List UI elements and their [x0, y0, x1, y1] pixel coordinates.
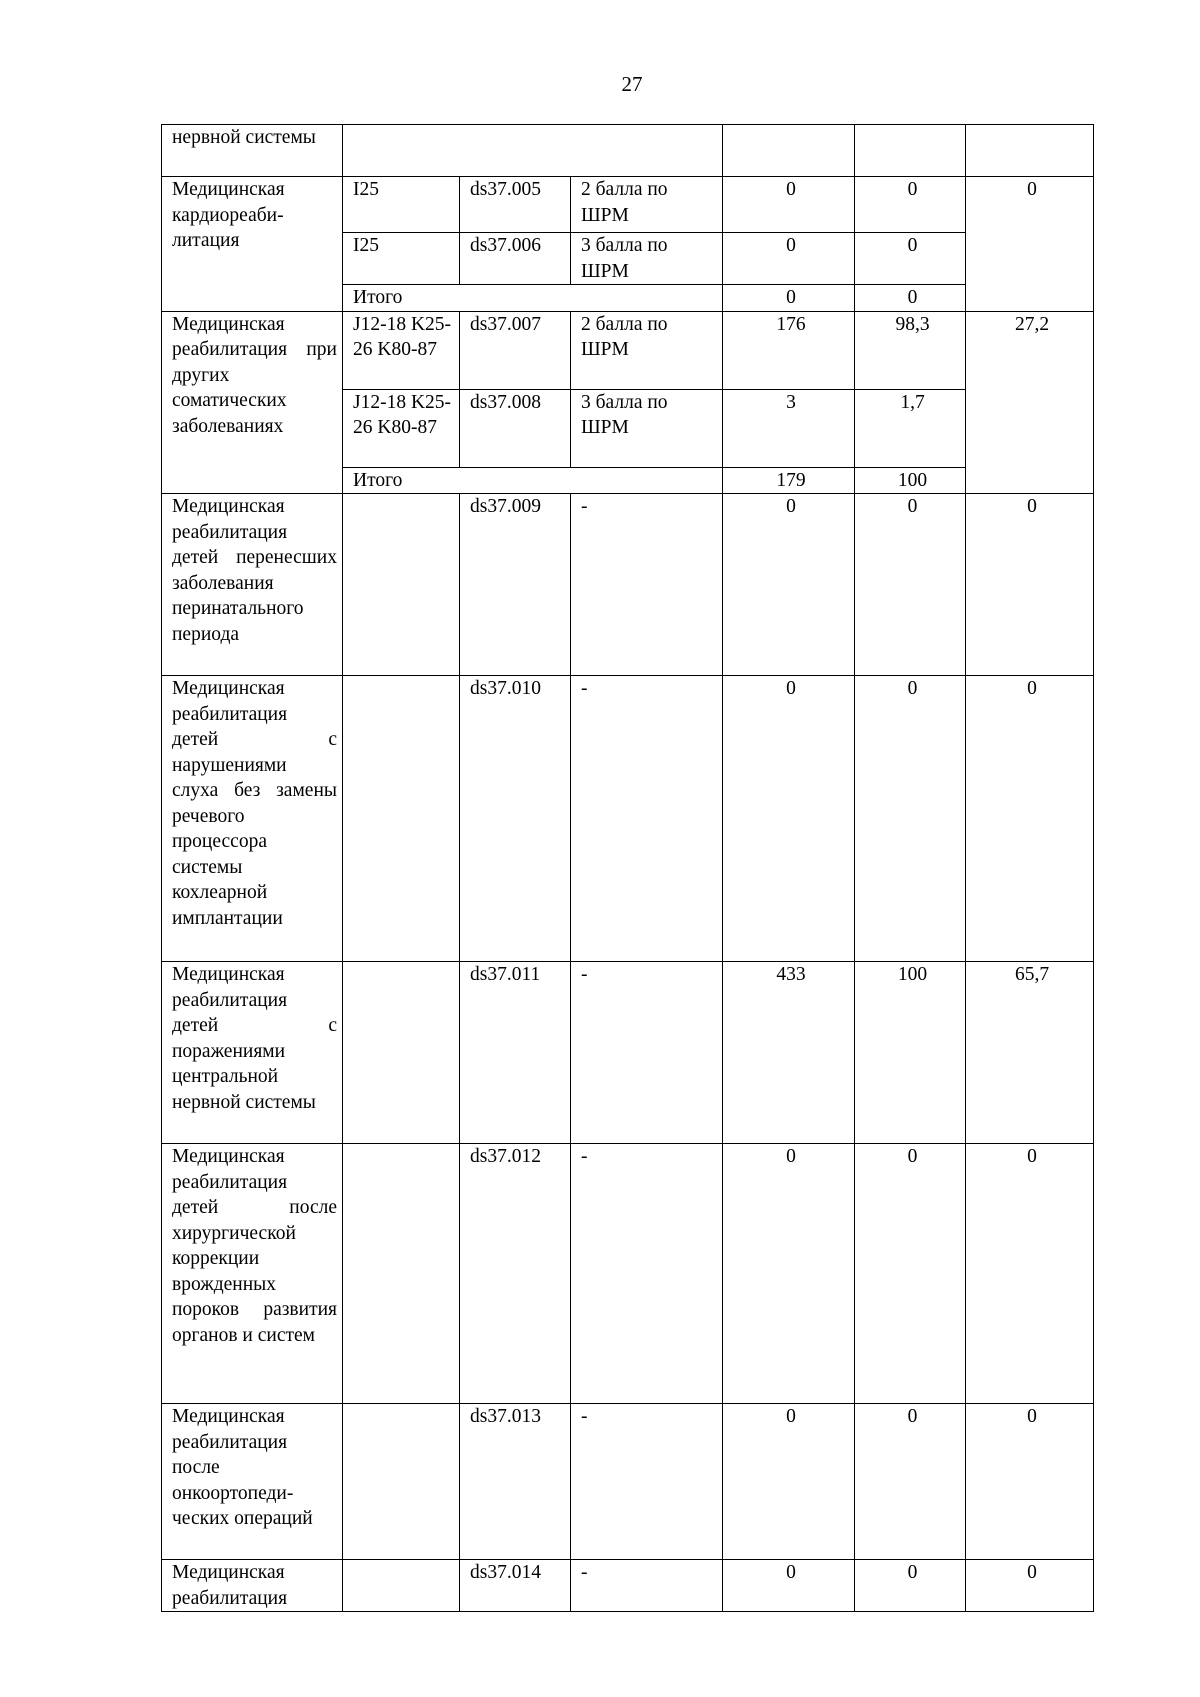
table-row: [162, 494, 1094, 676]
total-label: Итого: [343, 467, 723, 494]
mkb-code: J12-18 K25-26 K80-87: [343, 311, 460, 389]
value-share: 0: [966, 1404, 1094, 1560]
mkb-code: [343, 1144, 460, 1404]
mkb-code: J12-18 K25-26 K80-87: [343, 389, 460, 467]
value-percent: 0: [855, 1404, 966, 1560]
ksg-code: ds37.009: [460, 494, 571, 676]
profile-name: Медицинская реабилитация детей с поражениями центральной нервной системы: [162, 962, 343, 1144]
criterion: 2 балла по ШРМ: [571, 177, 723, 233]
criterion: -: [571, 676, 723, 962]
mkb-code: [343, 676, 460, 962]
criterion: -: [571, 962, 723, 1144]
value-share: 65,7: [966, 962, 1094, 1144]
value-percent: 0: [855, 233, 966, 285]
total-count: 0: [723, 285, 855, 312]
profile-name: нервной системы: [162, 125, 343, 177]
page-number: 27: [621, 72, 643, 96]
ksg-code: ds37.014: [460, 1560, 571, 1612]
table-row: [162, 311, 1094, 389]
value-count: 176: [723, 311, 855, 389]
value-percent: 0: [855, 1144, 966, 1404]
criterion: -: [571, 1144, 723, 1404]
value-count: 433: [723, 962, 855, 1144]
table-row: [162, 962, 1094, 1144]
table-row: [162, 177, 1094, 233]
value-percent: 0: [855, 177, 966, 233]
value-count: 0: [723, 177, 855, 233]
value-count: 0: [723, 494, 855, 676]
value-count: 0: [723, 1144, 855, 1404]
value-share: 0: [966, 1144, 1094, 1404]
empty-cell: [723, 125, 855, 177]
value-percent: 100: [855, 962, 966, 1144]
empty-cell: [966, 125, 1094, 177]
rehab-table: [161, 124, 1094, 1612]
mkb-code: [343, 494, 460, 676]
profile-name: Медицинская реабилитация после онкоортопеди-ческих операций: [162, 1404, 343, 1560]
total-count: 179: [723, 467, 855, 494]
value-percent: 98,3: [855, 311, 966, 389]
value-percent: 0: [855, 676, 966, 962]
criterion: 3 балла по ШРМ: [571, 233, 723, 285]
table-row: [162, 1560, 1094, 1612]
criterion: -: [571, 1560, 723, 1612]
value-count: 0: [723, 1404, 855, 1560]
mkb-code: I25: [343, 177, 460, 233]
value-percent: 0: [855, 1560, 966, 1612]
table-row: [162, 676, 1094, 962]
ksg-code: ds37.012: [460, 1144, 571, 1404]
ksg-code: ds37.006: [460, 233, 571, 285]
total-label: Итого: [343, 285, 723, 312]
value-share: 0: [966, 494, 1094, 676]
profile-name: Медицинская реабилитация при других соматических заболеваниях: [162, 311, 343, 494]
ksg-code: ds37.007: [460, 311, 571, 389]
value-count: 0: [723, 233, 855, 285]
ksg-code: ds37.008: [460, 389, 571, 467]
value-share: 0: [966, 177, 1094, 312]
profile-name: Медицинская реабилитация детей после хирургической коррекции врожденных пороков развития органов и систем: [162, 1144, 343, 1404]
value-share: 27,2: [966, 311, 1094, 494]
profile-name: Медицинская реабилитация детей перенесших заболевания перинатального периода: [162, 494, 343, 676]
empty-cell: [343, 125, 723, 177]
value-count: 0: [723, 1560, 855, 1612]
table-row: [162, 1404, 1094, 1560]
mkb-code: [343, 1404, 460, 1560]
value-share: 0: [966, 676, 1094, 962]
mkb-code: [343, 962, 460, 1144]
value-percent: 1,7: [855, 389, 966, 467]
ksg-code: ds37.010: [460, 676, 571, 962]
criterion: -: [571, 494, 723, 676]
profile-name: Медицинская реабилитация: [162, 1560, 343, 1612]
criterion: 3 балла по ШРМ: [571, 389, 723, 467]
mkb-code: I25: [343, 233, 460, 285]
table-row: [162, 1144, 1094, 1404]
empty-cell: [855, 125, 966, 177]
value-share: 0: [966, 1560, 1094, 1612]
table-row: [162, 125, 1094, 177]
profile-name: Медицинская кардиореаби-литация: [162, 177, 343, 312]
mkb-code: [343, 1560, 460, 1612]
total-percent: 100: [855, 467, 966, 494]
value-percent: 0: [855, 494, 966, 676]
criterion: 2 балла по ШРМ: [571, 311, 723, 389]
criterion: -: [571, 1404, 723, 1560]
value-count: 3: [723, 389, 855, 467]
value-count: 0: [723, 676, 855, 962]
ksg-code: ds37.005: [460, 177, 571, 233]
total-percent: 0: [855, 285, 966, 312]
ksg-code: ds37.013: [460, 1404, 571, 1560]
ksg-code: ds37.011: [460, 962, 571, 1144]
profile-name: Медицинская реабилитация детей с нарушениями слуха без замены речевого процессора системы кохлеарной имплантации: [162, 676, 343, 962]
